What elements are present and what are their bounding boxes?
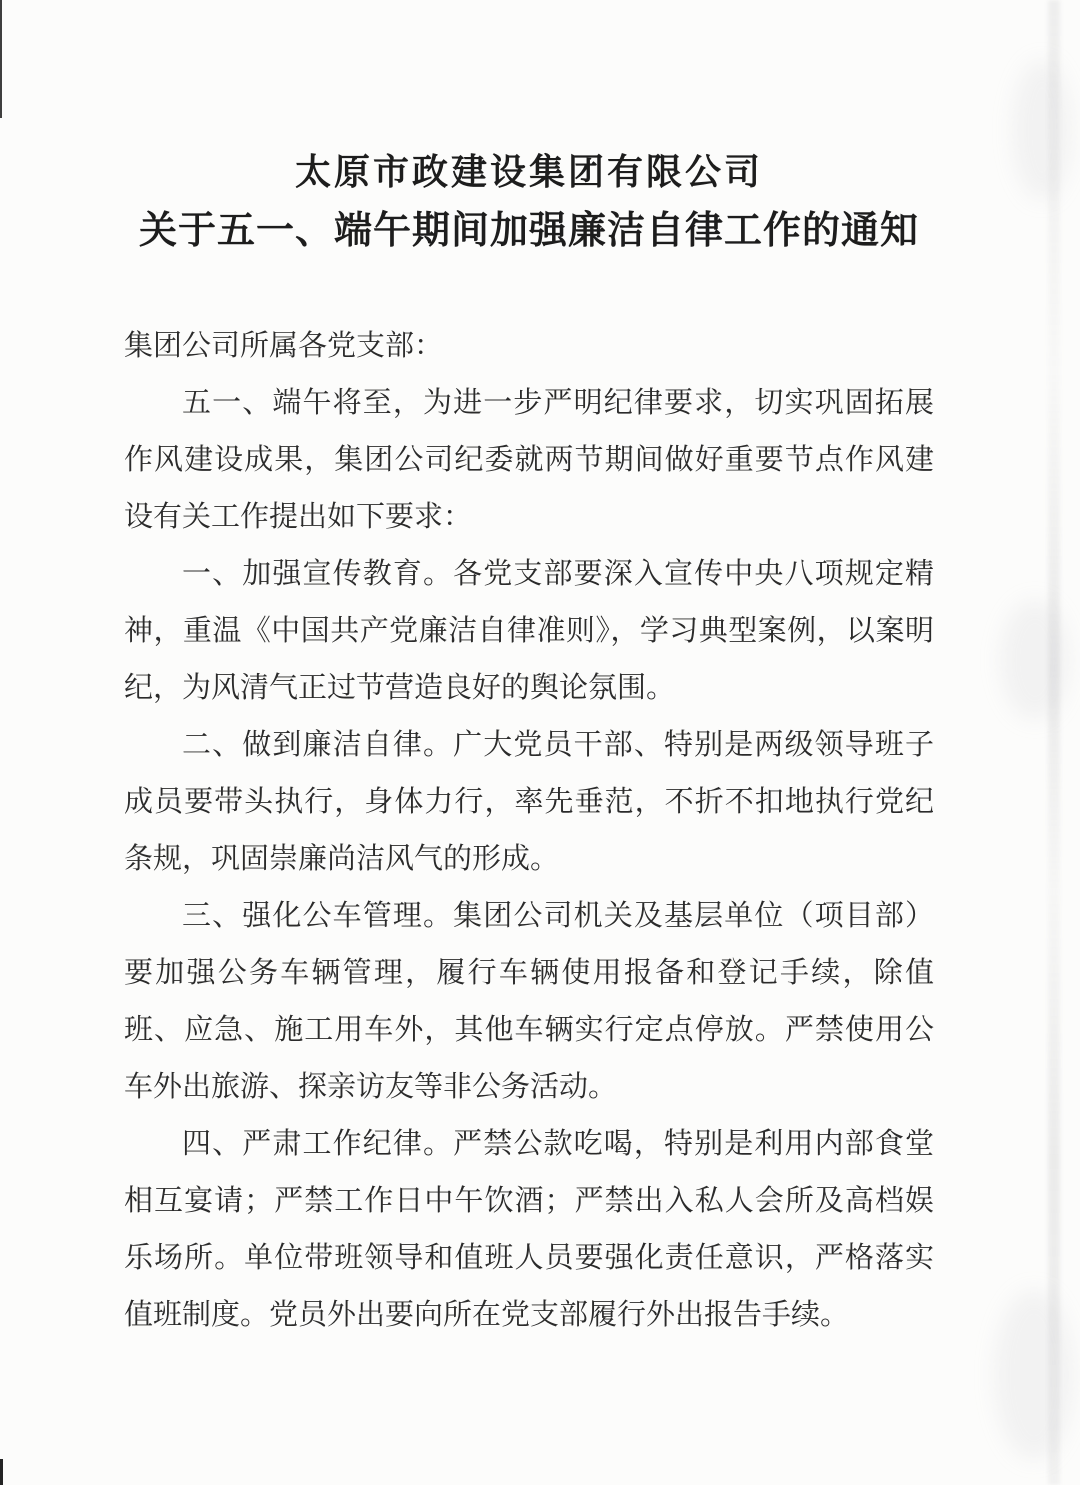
scan-artifact-right-streak (1048, 0, 1060, 1485)
scan-smudge (1012, 60, 1072, 200)
company-name-title: 太原市政建设集团有限公司 (294, 151, 763, 192)
notice-body (124, 375, 934, 1344)
notice-paragraph: 四、严肃工作纪律。严禁公款吃喝，特别是利用内部食堂相互宴请；严禁工作日中午饮酒；严禁出入私人会所及高档娱乐场所。单位带班领导和值班人员要强化责任意识，严格落实值班制度。党员外出要向所在党支部履行外出报告手续。 (124, 1128, 934, 1331)
notice-paragraph: 二、做到廉洁自律。广大党员干部、特别是两级领导班子成员要带头执行，身体力行，率先垂范，不折不扣地执行党纪条规，巩固崇廉尚洁风气的形成。 (124, 729, 934, 875)
scan-smudge (1000, 600, 1070, 720)
scan-artifact-left-edge-top (0, 0, 2, 118)
notice-paragraph: 五一、端午将至，为进一步严明纪律要求，切实巩固拓展作风建设成果，集团公司纪委就两节期间做好重要节点作风建设有关工作提出如下要求： (124, 387, 934, 533)
notice-paragraph: 一、加强宣传教育。各党支部要深入宣传中央八项规定精神，重温《中国共产党廉洁自律准则》，学习典型案例，以案明纪，为风清气正过节营造良好的舆论氛围。 (124, 558, 934, 704)
notice-paragraph: 三、强化公车管理。集团公司机关及基层单位（项目部）要加强公务车辆管理，履行车辆使用报备和登记手续，除值班、应急、施工用车外，其他车辆实行定点停放。严禁使用公车外出旅游、探亲访友等非公务活动。 (124, 900, 934, 1103)
scan-artifact-left-edge-bottom (0, 1459, 3, 1485)
scan-smudge (994, 1290, 1074, 1460)
notice-title: 关于五一、端午期间加强廉洁自律工作的通知 (138, 210, 919, 252)
salutation-line: 集团公司所属各党支部： (124, 330, 444, 362)
